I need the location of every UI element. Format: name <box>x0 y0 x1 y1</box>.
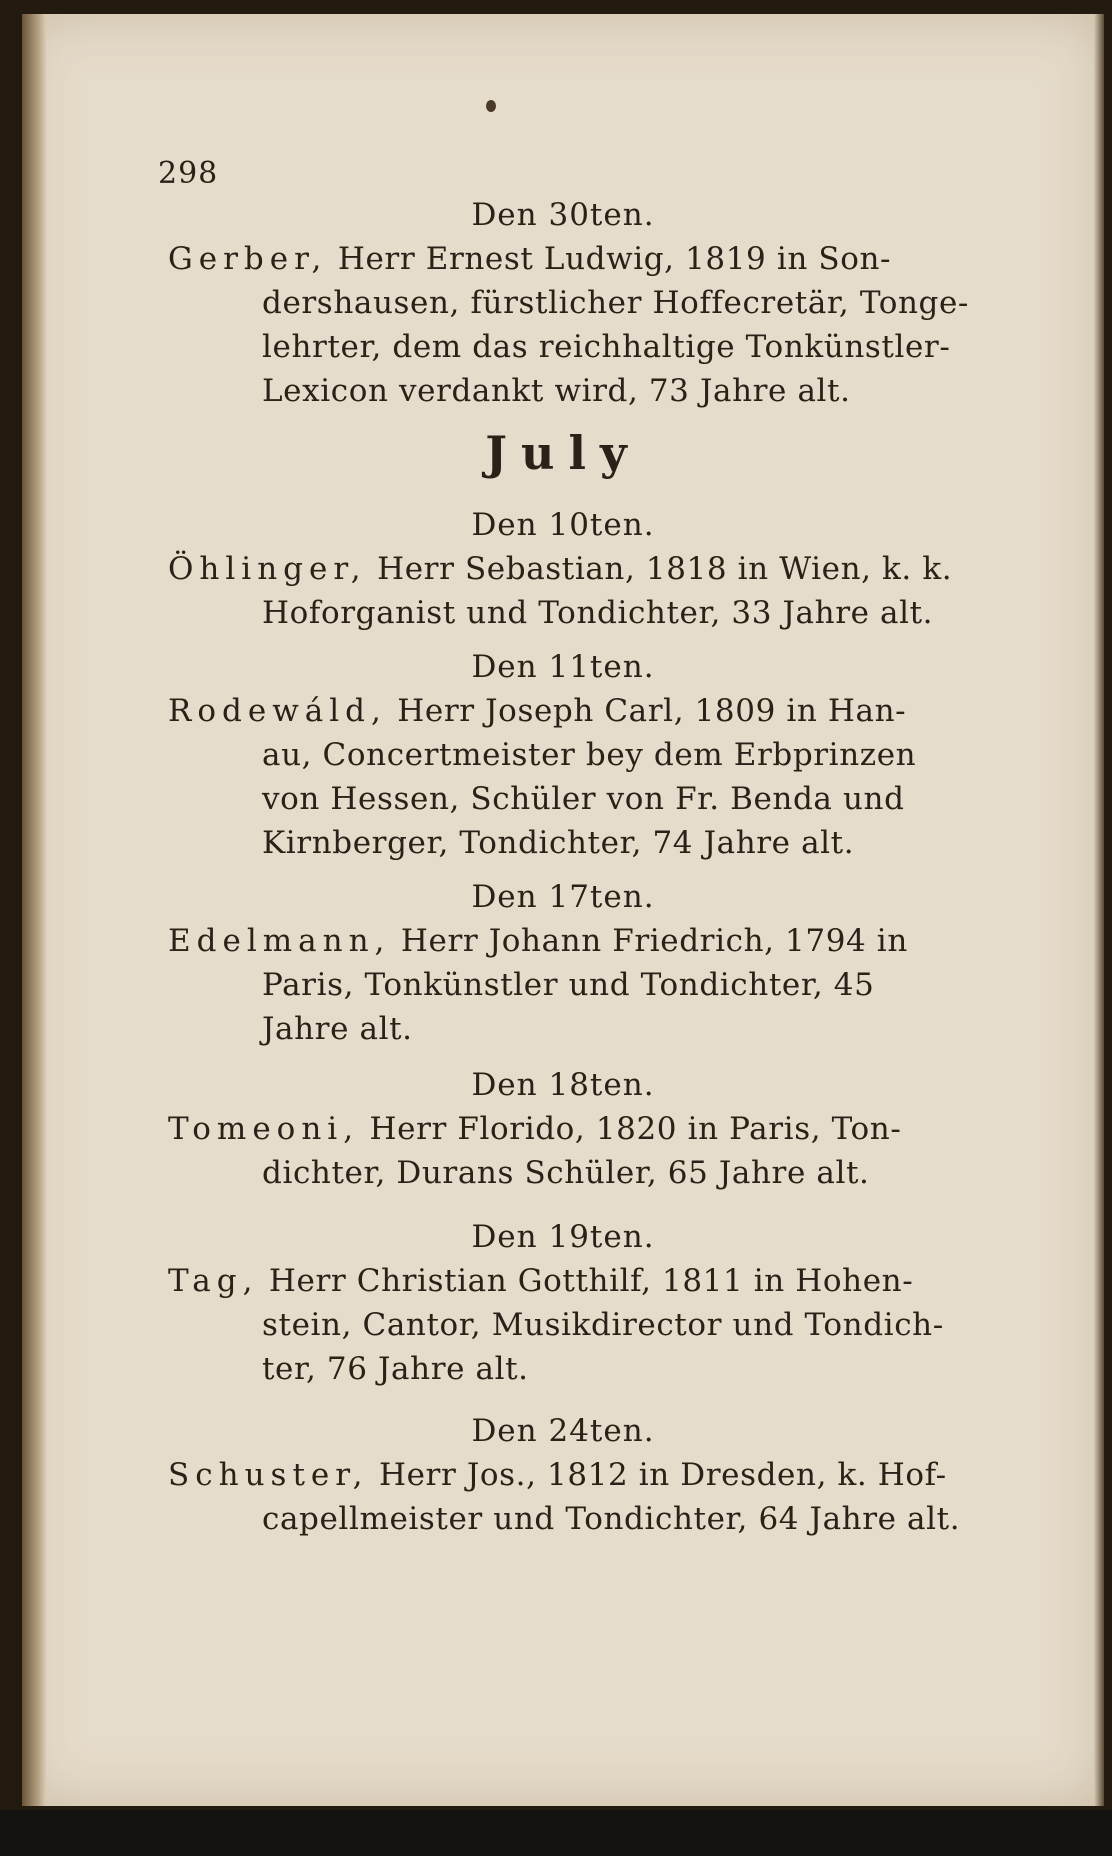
entry-text: Herr Ernest Ludwig, 1819 in Son- <box>327 241 892 277</box>
date-heading: Den 17ten. <box>471 879 655 915</box>
entry-line: dershausen, fürstlicher Hoffecretär, Tonge- <box>262 285 969 321</box>
person-name: Gerber, <box>168 241 328 277</box>
person-name: Schuster, <box>168 1457 369 1493</box>
entry-line: Paris, Tonkünstler und Tondichter, 45 <box>262 967 875 1003</box>
book-page <box>22 14 1104 1806</box>
month-heading: July <box>485 426 641 480</box>
entry-text: Herr Joseph Carl, 1809 in Han- <box>386 693 907 729</box>
entry-first-line <box>168 1457 947 1493</box>
entry-first-line <box>168 1263 913 1299</box>
entry-first-line <box>168 241 891 277</box>
person-name: Tag, <box>168 1263 259 1299</box>
entry-first-line <box>168 551 952 587</box>
entry-first-line <box>168 923 908 959</box>
person-name: Öhlinger, <box>168 551 367 587</box>
person-name: Rodewáld, <box>168 693 387 729</box>
entry-line: capellmeister und Tondichter, 64 Jahre alt. <box>262 1501 961 1537</box>
entry-first-line <box>168 1111 901 1147</box>
entry-line: ter, 76 Jahre alt. <box>262 1351 529 1387</box>
entry-line: Kirnberger, Tondichter, 74 Jahre alt. <box>262 825 855 861</box>
date-heading: Den 11ten. <box>471 649 655 685</box>
entry-line: au, Concertmeister bey dem Erbprinzen <box>262 737 917 773</box>
date-heading: Den 18ten. <box>471 1067 655 1103</box>
entry-line: Jahre alt. <box>262 1011 413 1047</box>
entry-line: lehrter, dem das reichhaltige Tonkünstler- <box>262 329 951 365</box>
person-name: Tomeoni, <box>168 1111 360 1147</box>
entry-line: von Hessen, Schüler von Fr. Benda und <box>262 781 905 817</box>
entry-text: Herr Christian Gotthilf, 1811 in Hohen- <box>258 1263 914 1299</box>
entry-line: stein, Cantor, Musikdirector und Tondich- <box>262 1307 944 1343</box>
scan-bottom-band <box>0 1810 1112 1856</box>
entry-text: Herr Johann Friedrich, 1794 in <box>390 923 908 959</box>
date-heading: Den 10ten. <box>471 507 655 543</box>
person-name: Edelmann, <box>168 923 391 959</box>
entry-text: Herr Florido, 1820 in Paris, Ton- <box>359 1111 902 1147</box>
entry-text: Herr Sebastian, 1818 in Wien, k. k. <box>366 551 953 587</box>
entry-first-line <box>168 693 906 729</box>
entry-line: dichter, Durans Schüler, 65 Jahre alt. <box>262 1155 870 1191</box>
entry-line: Lexicon verdankt wird, 73 Jahre alt. <box>262 373 851 409</box>
page-number: 298 <box>158 156 219 191</box>
date-heading: Den 24ten. <box>471 1413 655 1449</box>
date-heading: Den 19ten. <box>471 1219 655 1255</box>
ink-speck <box>486 100 496 112</box>
date-heading: Den 30ten. <box>471 197 655 233</box>
entry-line: Hoforganist und Tondichter, 33 Jahre alt. <box>262 595 934 631</box>
entry-text: Herr Jos., 1812 in Dresden, k. Hof- <box>368 1457 947 1493</box>
